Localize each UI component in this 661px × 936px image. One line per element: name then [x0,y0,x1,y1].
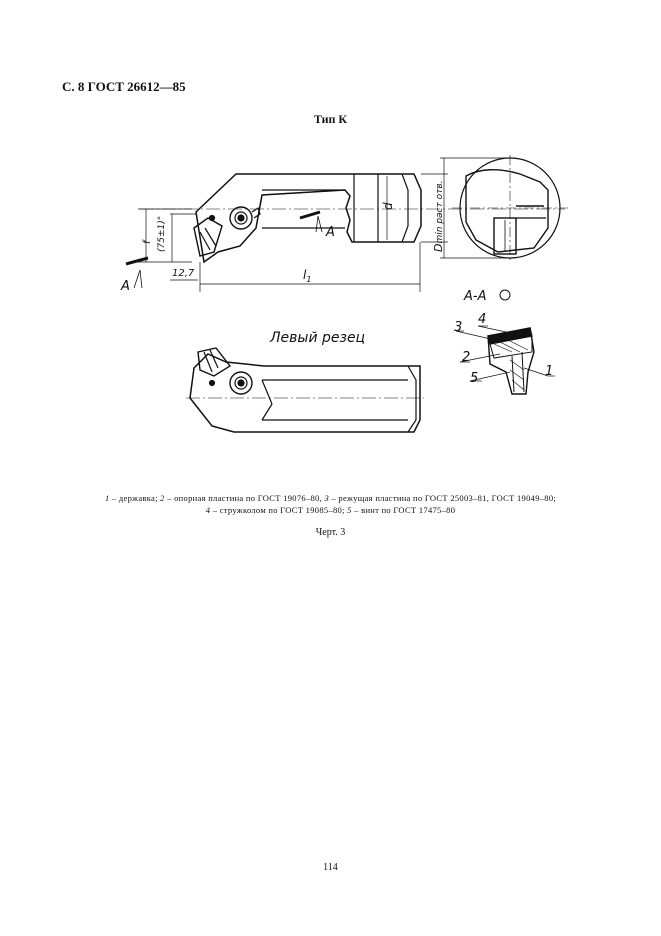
page-header: С. 8 ГОСТ 26612—85 [62,79,186,94]
dim-d: d [381,202,395,210]
end-view [452,155,568,262]
type-title: Тип К [313,112,348,126]
figure-label: Черт. 3 [315,527,346,538]
callout-4: 4 [478,312,487,327]
callout-1: 1 [545,364,554,379]
page-number: 114 [323,862,338,873]
dim-l1: $l_1$ [303,268,312,284]
callout-3: 3 [454,320,463,335]
section-view-title: А-А [464,289,487,304]
section-mark-right: А [326,225,335,240]
dim-12-7: 12,7 [172,268,195,279]
section-mark-left: А [121,279,130,294]
figure-caption: 1 – державка; 2 – опорная пластина по ГОСТ 19076–80, 3 – режущая пластина по ГОСТ 25003–81, ГОСТ 19049–80; 4 – стружколом по ГОСТ 19085–80; 5 – винт по ГОСТ 17475–80 [104,493,557,515]
section-a-a [488,328,534,394]
dim-angle: (75±1)° [157,215,167,252]
dim-dmin: Dmin раст отв. [432,180,445,252]
left-cutter-view [186,348,424,432]
dim-f: f [142,240,153,244]
callout-2: 2 [462,350,471,365]
left-cutter-title: Левый резец [270,330,366,346]
callout-5: 5 [470,371,479,386]
